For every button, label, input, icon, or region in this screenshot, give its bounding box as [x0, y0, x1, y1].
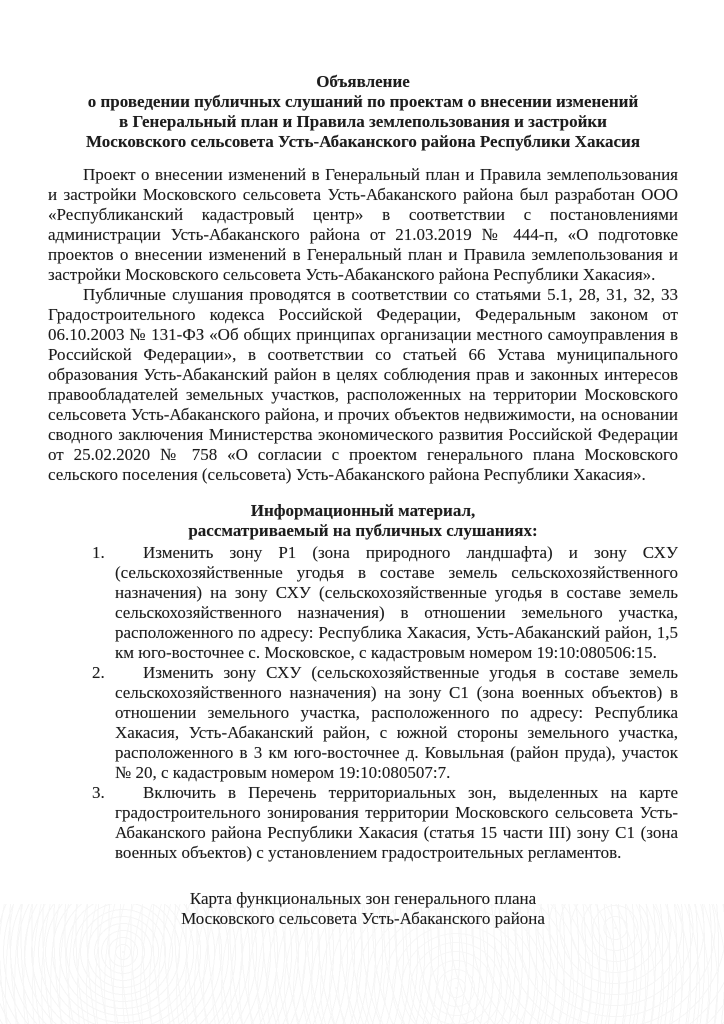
- list-item-2: [48, 663, 678, 783]
- paragraph-project-background: Проект о внесении изменений в Генеральный план и Правила землепользования и застройки Московского сельсовета Усть-Абаканского района был разработан ООО «Республиканский кадастровый центр» в соответствии с постановлениями администрации Усть-Абаканского района от 21.03.2019 № 444-п, «О подготовке проектов о внесении изменений в Генеральный план и Правила землепользования и застройки Московского сельсовета Усть-Абаканского района Республики Хакасия».: [48, 165, 678, 284]
- agenda-list: [48, 543, 678, 863]
- info-material-heading: [48, 501, 678, 541]
- map-caption-line-1: Карта функциональных зон генерального плана: [189, 889, 537, 908]
- list-item-3-text: Включить в Перечень территориальных зон, выделенных на карте градостроительного зонирования территории Московского сельсовета Усть-Абаканского района Республики Хакасия (статья 15 части III) зону С1 (зона военных объектов) с установлением градостроительных регламентов.: [115, 783, 678, 862]
- info-material-heading-line-1: Информационный материал,: [250, 501, 476, 520]
- map-caption-line-2: Московского сельсовета Усть-Абаканского района: [181, 909, 545, 928]
- map-caption: [48, 889, 678, 929]
- list-item-1: [48, 543, 678, 663]
- list-item-3-number: 3.: [92, 783, 105, 802]
- list-item-1-text: Изменить зону Р1 (зона природного ландшафта) и зону СХУ (сельскохозяйственные угодья в составе земель сельскохозяйственного назначения) на зону СХУ (сельскохозяйственные угодья в составе земель сельскохозяйственного назначения) в отношении земельного участка, расположенного по адресу: Республика Хакасия, Усть-Абаканский район, 1,5 км юго-восточнее с. Московское, с кадастровым номером 19:10:080506:15.: [115, 543, 678, 662]
- paragraph-hearings-legal-basis: Публичные слушания проводятся в соответствии со статьями 5.1, 28, 31, 32, 33 Градостроительного кодекса Российской Федерации, Федеральным законом от 06.10.2003 № 131-ФЗ «Об общих принципах организации местного самоуправления в Российской Федерации», в соответствии со статьей 66 Устава муниципального образования Усть-Абаканский район в целях соблюдения прав и законных интересов правообладателей земельных участков, расположенных на территории Московского сельсовета Усть-Абаканского района, и прочих объектов недвижимости, на основании сводного заключения Министерства экономического развития Российской Федерации от 25.02.2020 № 758 «О согласии с проектом генерального плана Московского сельского поселения (сельсовета) Усть-Абаканского района Республики Хакасия».: [48, 285, 678, 484]
- list-item-3: [48, 783, 678, 863]
- title-line-3: в Генеральный план и Правила землепользования и застройки: [119, 112, 607, 131]
- list-item-2-number: 2.: [92, 663, 105, 682]
- title-line-4: Московского сельсовета Усть-Абаканского района Республики Хакасия: [85, 132, 641, 151]
- title-line-2: о проведении публичных слушаний по проектам о внесении изменений: [87, 92, 639, 111]
- document-content: [48, 72, 678, 929]
- title-line-1: Объявление: [316, 72, 410, 91]
- list-item-2-text: Изменить зону СХУ (сельскохозяйственные угодья в составе земель сельскохозяйственного назначения) на зону С1 (зона военных объектов) в отношении земельного участка, расположенного по адресу: Республика Хакасия, Усть-Абаканский район, с южной стороны земельного участка, расположенного в 3 км юго-восточнее д. Ковыльная (район пруда), участок № 20, с кадастровым номером 19:10:080507:7.: [115, 663, 678, 782]
- list-item-1-number: 1.: [92, 543, 105, 562]
- announcement-title: [48, 72, 678, 152]
- info-material-heading-line-2: рассматриваемый на публичных слушаниях:: [188, 521, 538, 540]
